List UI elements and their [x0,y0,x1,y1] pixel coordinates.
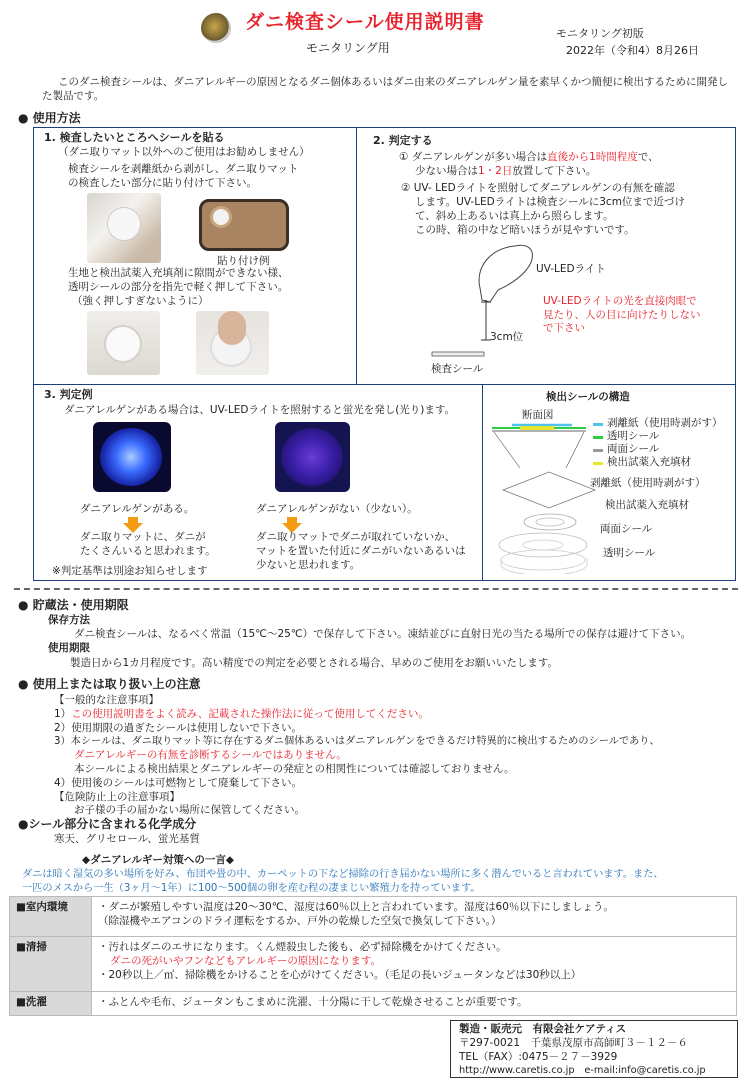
storage-period-title: 使用期限 [48,642,90,654]
example-caption: 貼り付け例 [217,255,270,267]
step1-text-b2: 透明シールの部分を指先で軽く押して下さい。 [68,281,289,293]
caution-2-no: 2） [54,722,72,734]
negative-result-2: マットを置いた付近にダニがいないあるいは [256,545,466,557]
general-caution-title: 【一般的な注意事項】 [54,694,159,706]
room-line-1: ・ダニが繁殖しやすい温度は20～30℃、湿度は60％以上と言われています。湿度は60％以下にしましょう。 [98,901,614,913]
step1-text-b1: 生地と検出試薬入充填剤に隙間ができない様、 [68,267,289,279]
distance-label: 3cm位 [490,331,524,343]
cross-section-label: 断面図 [522,409,554,421]
storage-method-text: ダニ検査シールは、なるべく常温（15℃～25℃）で保存して下さい。凍結並びに直射日光の当たる場所での保存は避けて下さい。 [74,628,692,640]
peeling-photo [87,193,161,263]
row-head-cleaning: ■清掃 [10,937,92,992]
judgement-note: ※判定基準は別途お知らせします [52,565,208,577]
row-body-cleaning [92,937,737,992]
caution-1-no: 1） [54,708,72,720]
cleaning-line-2: ダニの死がいやフンなどもアレルギーの原因になります。 [110,955,382,968]
uv-warning-3: で下さい [543,322,585,334]
legend-swatch-2 [593,449,603,452]
structure-title: 検出シールの構造 [546,391,630,403]
exploded-view-diagram [495,468,605,574]
positive-result-2: たくさんいると思われます。 [80,545,216,557]
uv-warning-2: 見たり、人の目に向けたりしない [543,309,701,321]
step2-line3: ② UV- LEDライトを照射してダニアレルゲンの有無を確認 [401,182,675,194]
advice-line-1: ダニは暗く湿気の多い場所を好み、布団や畳の中、カーペットの下など掃除の行き届かない場所に多く潜んでいると言われています。また、 [22,869,664,880]
negative-uv-photo [275,422,350,492]
uv-warning-1: UV-LEDライトの光を直接肉眼で [543,295,697,307]
storage-heading: ● 貯蔵法・使用期限 [18,598,129,612]
uv-light-label: UV-LEDライト [536,263,606,275]
legend-label-0: 剥離紙（使用時剥がす） [607,417,723,429]
storage-method-title: 保存方法 [48,614,90,626]
positive-caption: ダニアレルゲンがある。 [80,503,195,515]
caution-3-text: 本シールは、ダニ取りマット等に存在するダニ個体あるいはダニアレルゲンをできるだけ特異的に検出するためのシールであり、 [70,736,660,747]
step2-line1-b: 直後から1時間程度 [547,151,638,163]
step3-intro: ダニアレルゲンがある場合は、UV-LEDライトを照射すると蛍光を発し(光り)ます。 [64,404,456,416]
exploded-label-0: 剥離紙（使用時剥がす） [590,477,706,489]
positive-result-1: ダニ取りマットに、ダニが [80,531,206,543]
prevention-table [9,896,737,1016]
exploded-label-3: 透明シール [603,547,656,559]
edition-label: モニタリング初版 [556,27,644,40]
danger-title: 【危険防止上の注意事項】 [54,791,180,803]
document-title: ダニ検査シール使用説明書 [245,11,485,33]
step2-line5: て、斜め上あるいは真上から照らします。 [415,210,614,222]
step2-line1-a: ① ダニアレルゲンが多い場合は [399,151,548,163]
row-head-laundry: ■洗濯 [10,992,92,1016]
chemicals-text: 寒天、グリセロール、蛍光基質 [54,833,200,845]
seal-label: 検査シール [431,363,484,375]
step2-line2-a: 少ない場合は [415,165,478,177]
legend-swatch-1 [593,436,603,439]
section-divider [14,588,738,590]
laundry-line-1: ・ふとんや毛布、ジュータンもこまめに洗濯、十分陽に干して乾燥させることが重要です。 [98,996,528,1008]
row-body-laundry [92,992,737,1016]
legend-label-2: 両面シール [607,443,660,455]
step1-text-b3: （強く押しすぎないように） [72,295,209,307]
legend-swatch-3 [593,462,603,465]
legend-swatch-0 [593,423,603,426]
caution-3-no: 3） [54,736,71,747]
step2-line2-c: 放置して下さい。 [512,165,597,177]
cleaning-line-1: ・汚れはダニのエサになります。くん煙殺虫した後も、必ず掃除機をかけてください。 [98,941,507,953]
step2-line2 [415,164,596,178]
caution-4-text: 使用後のシールは可燃物として廃棄して下さい。 [71,777,302,789]
step1-title: 1. 検査したいところへシールを貼る [44,131,225,144]
step2-line1 [399,150,659,164]
maker-web[interactable]: http://www.caretis.co.jp e-mail:info@caretis.co.jp [459,1064,706,1076]
intro-text: このダニ検査シールは、ダニアレルギーの原因となるダニ個体あるいはダニ由来のダニアレルゲン量を素早くかつ簡便に検出するために開発した製品です。 [42,76,729,103]
advice-line-2: 一匹のメスから一生（3ヶ月～1年）に100～500個の卵を産む程の凄まじい繁殖力を持っています。 [22,883,481,894]
chemicals-heading: ●シール部分に含まれる化学成分 [18,817,197,831]
step1-text-a1: 検査シールを剥離紙から剥がし、ダニ取りマット [68,163,299,175]
row-body-room [92,897,737,937]
issue-date: 2022年（令和4）8月26日 [566,44,699,57]
negative-result-3: 少ないと思われます。 [256,559,361,571]
danger-text: お子様の手の届かない場所に保管してください。 [74,804,305,816]
mat-photo [199,199,289,251]
legend-label-3: 検出試薬入充填材 [607,456,691,468]
caution-3-red: ダニアレルギーの有無を診断するシールではありません。 [74,749,347,761]
pressing-photo-1 [87,311,160,375]
usage-heading: ● 使用方法 [18,111,81,125]
maker-box [450,1020,738,1078]
pressing-photo-2 [196,311,269,375]
caution-item-1 [54,707,429,721]
step2-title: 2. 判定する [373,134,433,147]
caution-1-text: この使用説明書をよく読み、記載された操作法に従って使用してください。 [71,708,429,720]
table-row-cleaning [10,937,737,992]
caution-item-2 [54,721,302,735]
step2-line4: します。UV-LEDライトは検査シールに3cm位まで近づけ [415,196,685,208]
negative-caption: ダニアレルゲンがない（少ない）。 [256,503,418,515]
step2-line6: この時、箱の中など暗いほうが見やすいです。 [415,224,635,236]
legend-label-1: 透明シール [607,430,660,442]
maker-address: 〒297-0021 千葉県茂原市高師町３－１２－６ [459,1036,689,1049]
cleaning-line-3: ・20秒以上／㎡、掃除機をかけることを心がけてください。（毛足の長いジュータンなどは30秒以上） [98,969,582,982]
caution-2-text: 使用期限の過ぎたシールは使用しないで下さい。 [71,722,302,734]
step2-line1-c: で、 [637,151,659,163]
step3-title: 3. 判定例 [44,388,93,401]
step1-text-a2: の検査したい部分に貼り付けて下さい。 [68,177,257,189]
step1-note: （ダニ取りマット以外へのご使用はお勧めしません） [58,146,310,158]
document-subtitle: モニタリング用 [306,41,390,55]
table-row-room [10,897,737,937]
caution-item-3 [54,735,744,749]
room-line-2: （除湿機やエアコンのドライ運転をするか、戸外の乾燥した空気で換気して下さい。） [98,915,502,928]
caution-item-4 [54,776,302,790]
exploded-label-2: 両面シール [600,523,653,535]
logo-icon [201,13,231,43]
advice-heading: ◆ダニアレルギー対策への一言◆ [82,854,234,866]
exploded-label-1: 検出試薬入充填材 [605,499,689,511]
cross-section-diagram [490,420,590,470]
row-head-room: ■室内環境 [10,897,92,937]
caution-3-tail: 本シールによる検出結果とダニアレルギーの発症との相関性については確認しておりません。 [74,763,515,775]
positive-uv-photo [93,422,171,492]
step2-line2-b: 1・2日 [478,165,513,177]
maker-tel: TEL（FAX）:0475－２７－3929 [459,1050,618,1063]
negative-result-1: ダニ取りマットでダニが取れていないか、 [256,531,456,543]
storage-period-text: 製造日から1カ月程度です。高い精度での判定を必要とされる場合、早めのご使用をお願いいたします。 [70,657,558,669]
maker-name: 製造・販売元 有限会社ケアティス [459,1023,627,1035]
cautions-heading: ● 使用上または取り扱い上の注意 [18,677,201,691]
caution-4-no: 4） [54,777,72,789]
table-row-laundry [10,992,737,1016]
